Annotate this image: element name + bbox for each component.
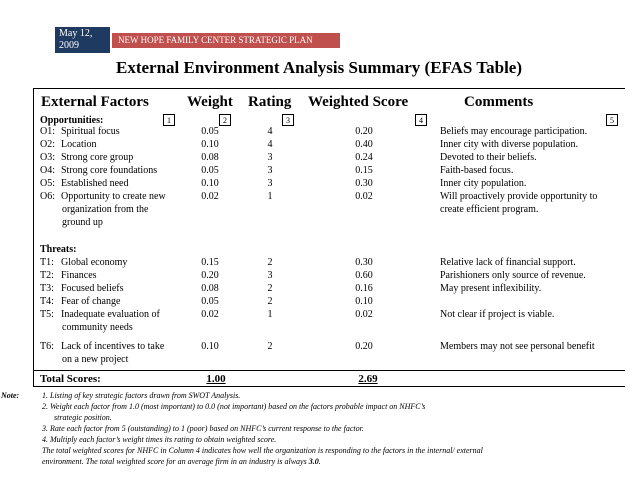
opportunity-3-rating: 3 [267,152,273,163]
opportunity-1-rating: 4 [267,126,273,137]
col-header-factors: External Factors [41,94,149,110]
opportunity-5-factor-line-1: Established need [61,178,129,189]
opportunity-6-comment: Will proactively provide opportunity to [440,191,598,202]
total-weight: 1.00 [206,373,226,385]
opportunity-6-code: O6: [40,191,55,202]
opportunity-2-code: O2: [40,139,55,150]
threats-heading: Threats: [40,244,77,255]
notes-line-1: 1. Listing of key strategic factors drawn from SWOT Analysis. [42,391,241,400]
col-header-comments: Comments [464,94,534,110]
opportunity-6-score: 0.02 [355,191,373,202]
total-label: Total Scores: [40,373,101,385]
notes-line-5: 4. Multiply each factor’s weight times its rating to obtain weighted score. [42,435,277,444]
threat-1-factor-line-1: Global economy [61,257,128,268]
threat-2-code: T2: [40,270,54,281]
threat-2-weight: 0.20 [201,270,219,281]
threat-5-code: T5: [40,309,54,320]
threat-3-factor-line-1: Focused beliefs [61,283,124,294]
opportunity-5-rating: 3 [267,178,273,189]
threat-3-rating: 2 [267,283,273,294]
opportunity-6-weight: 0.02 [201,191,219,202]
threat-2-factor-line-1: Finances [61,270,97,281]
opportunity-3-score: 0.24 [355,152,373,163]
threat-6-score: 0.20 [355,341,373,352]
notes-label: Note: [1,391,20,400]
notes-end: . [318,457,321,466]
opportunity-1-comment: Beliefs may encourage participation. [440,126,588,137]
table-top-rule [33,88,625,89]
opportunity-5-code: O5: [40,178,55,189]
opportunity-6-factor-line-2: organization from the [62,204,149,215]
opportunity-6-comment-2: create efficient program. [440,204,539,215]
threat-1-code: T1: [40,257,54,268]
opportunity-2-comment: Inner city with diverse population. [440,139,579,150]
opportunity-3-code: O3: [40,152,55,163]
opportunity-1-weight: 0.05 [201,126,219,137]
opportunity-6-rating: 1 [267,191,273,202]
date-badge: May 12, 2009 [55,27,110,53]
total-score: 2.69 [358,373,378,385]
threat-6-comment: Members may not see personal benefit [440,341,595,352]
column-number-3: 3 [282,114,294,126]
opportunity-4-factor-line-1: Strong core foundations [61,165,158,176]
threat-6-rating: 2 [267,341,273,352]
opportunity-3-weight: 0.08 [201,152,219,163]
opportunity-2-score: 0.40 [355,139,373,150]
column-number-5: 5 [606,114,618,126]
page-title: External Environment Analysis Summary (EFAS Table) [115,58,522,77]
threat-6-factor-line-1: Lack of incentives to take [61,341,165,352]
threat-6-code: T6: [40,341,54,352]
opportunity-5-weight: 0.10 [201,178,219,189]
threat-6-factor-line-2: on a new project [62,354,129,365]
opportunities-heading: Opportunities: [40,115,104,126]
opportunity-6-factor-line-3: ground up [62,217,103,228]
column-number-4: 4 [415,114,427,126]
notes-line-6: The total weighted scores for NHFC in Column 4 indicates how well the organization is responding to the factors in the internal/ external [42,446,483,455]
threat-5-weight: 0.02 [201,309,219,320]
opportunity-1-code: O1: [40,126,55,137]
threat-6-weight: 0.10 [201,341,219,352]
threat-5-factor-line-1: Inadequate evaluation of [61,309,160,320]
threat-1-comment: Relative lack of financial support. [440,257,576,268]
plan-banner: NEW HOPE FAMILY CENTER STRATEGIC PLAN [112,33,340,48]
opportunity-4-score: 0.15 [355,165,373,176]
notes-line-3: strategic position. [54,413,112,422]
column-number-2: 2 [219,114,231,126]
opportunity-1-score: 0.20 [355,126,373,137]
opportunity-2-rating: 4 [267,139,273,150]
opportunity-4-rating: 3 [267,165,273,176]
threat-2-comment: Parishioners only source of revenue. [440,270,586,281]
threat-4-weight: 0.05 [201,296,219,307]
threat-4-score: 0.10 [355,296,373,307]
average-score: 3.0 [308,457,319,466]
threat-4-rating: 2 [267,296,273,307]
notes-line-4: 3. Rate each factor from 5 (outstanding) to 1 (poor) based on NHFC’s current response to the factor. [42,424,364,433]
threat-4-factor-line-1: Fear of change [61,296,121,307]
opportunity-4-weight: 0.05 [201,165,219,176]
total-rule [33,370,625,371]
threat-5-score: 0.02 [355,309,373,320]
opportunity-6-factor-line-1: Opportunity to create new [61,191,166,202]
threat-5-factor-line-2: community needs [62,322,133,333]
opportunity-3-factor-line-1: Strong core group [61,152,134,163]
threat-5-rating: 1 [267,309,273,320]
threat-3-weight: 0.08 [201,283,219,294]
threat-2-rating: 3 [267,270,273,281]
opportunity-4-comment: Faith-based focus. [440,165,514,176]
opportunity-5-comment: Inner city population. [440,178,527,189]
threat-1-weight: 0.15 [201,257,219,268]
column-number-1: 1 [163,114,175,126]
opportunity-4-code: O4: [40,165,55,176]
threat-5-comment: Not clear if project is viable. [440,309,555,320]
table-left-rule [33,88,34,386]
opportunity-2-factor-line-1: Location [61,139,97,150]
threat-3-code: T3: [40,283,54,294]
threat-1-rating: 2 [267,257,273,268]
threat-1-score: 0.30 [355,257,373,268]
opportunity-2-weight: 0.10 [201,139,219,150]
table-bottom-rule [33,386,625,387]
notes-line-2: 2. Weight each factor from 1.0 (most important) to 0.0 (not important) based on the factors probable impact on NHFC’s [42,402,426,411]
opportunity-5-score: 0.30 [355,178,373,189]
notes-line-7-text: environment. The total weighted score for an average firm in an industry is always [42,457,309,466]
notes-line-7 [42,457,321,468]
threat-4-code: T4: [40,296,54,307]
opportunity-1-factor-line-1: Spiritual focus [61,126,120,137]
opportunity-3-comment: Devoted to their beliefs. [440,152,537,163]
threat-2-score: 0.60 [355,270,373,281]
col-header-weight: Weight [187,94,233,110]
threat-3-score: 0.16 [355,283,373,294]
col-header-weighted-score: Weighted Score [308,94,409,110]
threat-3-comment: May present inflexibility. [440,283,542,294]
col-header-rating: Rating [248,94,292,110]
